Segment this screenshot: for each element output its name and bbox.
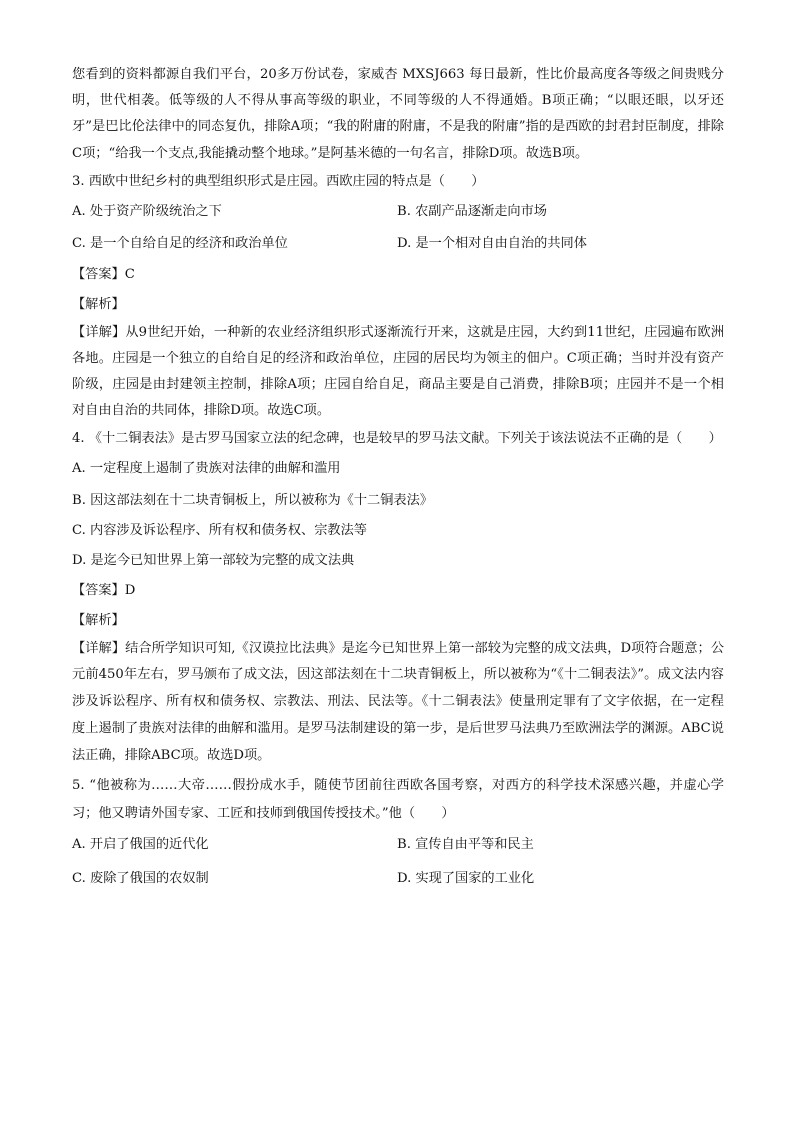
analysis-tag: 【解析】 <box>72 612 125 628</box>
question-4-analysis-heading <box>72 606 724 636</box>
answer-value: C <box>124 266 135 282</box>
document-page <box>72 62 724 896</box>
question-5-option-d: D. 实现了国家的工业化 <box>397 870 535 886</box>
question-4-option-c: C. 内容涉及诉讼程序、所有权和债务权、宗教法等 <box>72 522 367 538</box>
question-3-option-d: D. 是一个相对自由自治的共同体 <box>397 235 587 251</box>
question-4-stem: 4. 《十二铜表法》是古罗马国家立法的纪念碑，也是较早的罗马法文献。下列关于该法说法不正确的是（ ） <box>72 430 722 446</box>
question-4-option-a: A. 一定程度上遏制了贵族对法律的曲解和滥用 <box>72 461 341 477</box>
detail-text: 结合所学知识可知,《汉谟拉比法典》是迄今已知世界上第一部较为完整的成文法典，D项符合题意；公元前450年左右，罗马颁布了成文法，因这部法刻在十二块青铜板上，所以被称为“《十二铜表法》”。成文法内容涉及诉讼程序、所有权和债务权、宗教法、刑法、民法等。《十二铜表法》使量刑定罪有了文字依据，在一定程度上遏制了贵族对法律的曲解和滥用。是罗马法制建设的第一步，是后世罗马法典乃至欧洲法学的渊源。ABC说法正确，排除ABC项。故选D项。 <box>72 640 725 763</box>
answer-tag: 【答案】 <box>72 266 125 282</box>
question-3-options-row-1 <box>72 197 724 229</box>
question-5-options-row-1 <box>72 828 724 862</box>
answer-tag: 【答案】 <box>72 582 125 598</box>
question-4-option-b: B. 因这部法刻在十二块青铜板上，所以被称为《十二铜表法》 <box>72 492 433 508</box>
detail-tag: 【详解】 <box>72 640 126 656</box>
question-3-option-a: A. 处于资产阶级统治之下 <box>72 204 222 220</box>
question-4-option-d: D. 是迄今已知世界上第一部较为完整的成文法典 <box>72 552 355 568</box>
analysis-tag: 【解析】 <box>72 296 125 312</box>
question-3-option-c: C. 是一个自给自足的经济和政治单位 <box>72 235 288 251</box>
question-5-stem: 5. “他被称为……大帝……假扮成水手，随使节团前往西欧各国考察，对西方的科学技术深感兴趣，并虚心学习；他又聘请外国专家、工匠和技师到俄国传授技术。”他（ ） <box>72 777 724 821</box>
question-5-option-b: B. 宣传自由平等和民主 <box>397 836 534 852</box>
question-3-options-row-2 <box>72 228 724 260</box>
question-5-option-a: A. 开启了俄国的近代化 <box>72 836 209 852</box>
question-3-detail <box>72 320 724 425</box>
question-5-option-c: C. 废除了俄国的农奴制 <box>72 870 209 886</box>
question-5-options-row-2 <box>72 862 724 896</box>
question-3-stem: 3. 西欧中世纪乡村的典型组织形式是庄园。西欧庄园的特点是（ ） <box>72 173 485 189</box>
question-4-detail <box>72 636 724 770</box>
question-4-answer <box>72 576 724 606</box>
question-3-option-b: B. 农副产品逐渐走向市场 <box>397 204 547 220</box>
intro-paragraph: 您看到的资料都源自我们平台，20多万份试卷，家威杏 MXSJ663 每日最新，性比价最高度各等级之间贵贱分明，世代相袭。低等级的人不得从事高等级的职业，不同等级的人不得通婚。B项正确；“以眼还眼，以牙还牙”是巴比伦法律中的同态复仇，排除A项；“我的附庸的附庸，不是我的附庸”指的是西欧的封君封臣制度，排除C项；“给我一个支点,我能撬动整个地球。”是阿基米德的一句名言，排除D项。故选B项。 <box>72 67 724 161</box>
answer-value: D <box>124 582 136 598</box>
question-3-analysis-heading <box>72 290 724 320</box>
question-3-answer <box>72 260 724 290</box>
detail-text: 从9世纪开始，一种新的农业经济组织形式逐渐流行开来，这就是庄园，大约到11世纪，庄园遍布欧洲各地。庄园是一个独立的自给自足的经济和政治单位，庄园的居民均为领主的佃户。C项正确；当时并没有资产阶级，庄园是由封建领主控制，排除A项；庄园自给自足，商品主要是自己消费，排除B项；庄园并不是一个相对自由自治的共同体，排除D项。故选C项。 <box>72 324 725 419</box>
detail-tag: 【详解】 <box>72 324 126 340</box>
